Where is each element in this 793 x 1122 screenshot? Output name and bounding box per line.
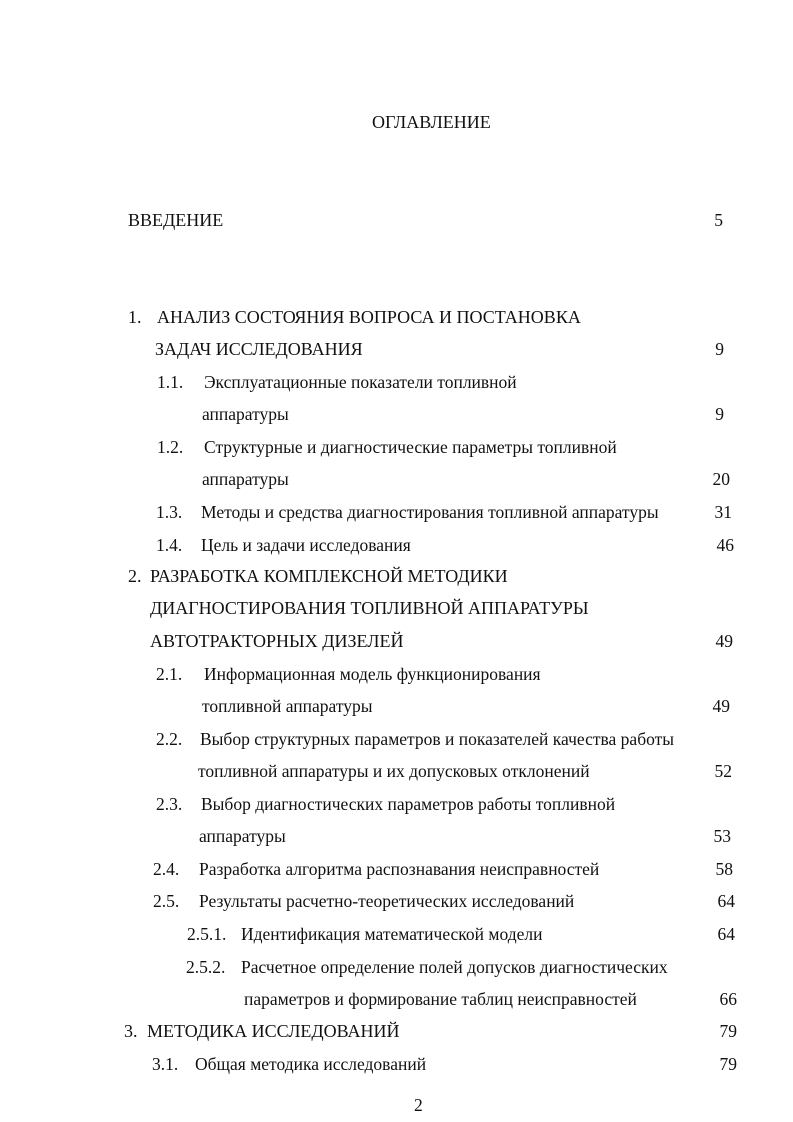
toc-entry-2-1-line-1: Информационная модель функционирования: [204, 664, 541, 684]
toc-entry-3-page: 79: [719, 1021, 737, 1041]
toc-entry-2-3-line-1: Выбор диагностических параметров работы топливной: [201, 794, 616, 814]
toc-entry-3-number: 3.: [124, 1021, 138, 1041]
toc-entry-2-2-line-2: топливной аппаратуры и их допусковых отклонений: [198, 761, 590, 781]
toc-entry-1-number: 1.: [128, 307, 142, 327]
toc-entry-2-2-number: 2.2.: [156, 729, 183, 749]
toc-entry-1-1-page: 9: [715, 404, 724, 424]
toc-entry-2-2-page: 52: [714, 761, 732, 781]
toc-entry-2-4-line-1: Разработка алгоритма распознавания неисправностей: [199, 859, 600, 879]
toc-entry-2-5-2-number: 2.5.2.: [186, 957, 226, 977]
toc-entry-1-2-line-2: аппаратуры: [202, 469, 289, 489]
toc-entry-1-1-line-2: аппаратуры: [202, 404, 289, 424]
toc-entry-2-line-3: АВТОТРАКТОРНЫХ ДИЗЕЛЕЙ: [150, 631, 404, 651]
toc-entry-3-1-number: 3.1.: [152, 1054, 179, 1074]
toc-entry-2-1-line-2: топливной аппаратуры: [202, 696, 373, 716]
toc-entry-3-1-page: 79: [719, 1054, 737, 1074]
toc-entry-2-5-2-line-2: параметров и формирование таблиц неисправностей: [244, 989, 637, 1009]
toc-entry-2-2-line-1: Выбор структурных параметров и показателей качества работы: [200, 729, 675, 749]
toc-entry-1-2-number: 1.2.: [157, 437, 184, 457]
page-number: 2: [414, 1095, 423, 1115]
toc-entry-3-1-line-1: Общая методика исследований: [195, 1054, 427, 1074]
toc-entry-1-2-page: 20: [712, 469, 730, 489]
toc-entry-1-3-page: 31: [714, 502, 732, 522]
toc-entry-1-3-number: 1.3.: [156, 502, 183, 522]
toc-entry-2-3-page: 53: [713, 826, 731, 846]
toc-entry-1-2-line-1: Структурные и диагностические параметры топливной: [204, 437, 617, 457]
toc-entry-2-1-number: 2.1.: [156, 664, 183, 684]
toc-entry-1-4-line-1: Цель и задачи исследования: [201, 535, 411, 555]
toc-entry-1-3-line-1: Методы и средства диагностирования топливной аппаратуры: [201, 502, 659, 522]
toc-entry-intro-page: 5: [714, 210, 723, 230]
toc-entry-2-5-number: 2.5.: [153, 891, 180, 911]
toc-entry-2-3-line-2: аппаратуры: [199, 826, 286, 846]
toc-entry-1-page: 9: [715, 339, 724, 359]
toc-entry-2-5-line-1: Результаты расчетно-теоретических исследований: [199, 891, 575, 911]
toc-entry-1-4-page: 46: [716, 535, 734, 555]
page-title: ОГЛАВЛЕНИЕ: [372, 112, 491, 132]
toc-entry-2-5-2-line-1: Расчетное определение полей допусков диагностических: [241, 957, 668, 977]
toc-entry-2-line-2: ДИАГНОСТИРОВАНИЯ ТОПЛИВНОЙ АППАРАТУРЫ: [150, 598, 589, 618]
toc-entry-1-1-number: 1.1.: [157, 372, 184, 392]
toc-entry-2-5-1-page: 64: [717, 924, 735, 944]
toc-entry-2-4-page: 58: [715, 859, 733, 879]
toc-entry-1-4-number: 1.4.: [156, 535, 183, 555]
toc-entry-2-5-1-line-1: Идентификация математической модели: [241, 924, 543, 944]
toc-entry-intro-label: ВВЕДЕНИЕ: [128, 210, 224, 230]
toc-entry-3-line-1: МЕТОДИКА ИССЛЕДОВАНИЙ: [147, 1021, 400, 1041]
toc-entry-2-4-number: 2.4.: [153, 859, 180, 879]
toc-entry-2-5-page: 64: [717, 891, 735, 911]
toc-entry-1-line-2: ЗАДАЧ ИССЛЕДОВАНИЯ: [155, 339, 363, 359]
toc-entry-2-1-page: 49: [712, 696, 730, 716]
toc-entry-2-number: 2.: [128, 566, 142, 586]
toc-entry-1-1-line-1: Эксплуатационные показатели топливной: [204, 372, 517, 392]
toc-entry-2-5-2-page: 66: [719, 989, 737, 1009]
toc-entry-2-page: 49: [715, 631, 733, 651]
toc-entry-2-5-1-number: 2.5.1.: [187, 924, 227, 944]
toc-entry-2-3-number: 2.3.: [156, 794, 183, 814]
toc-entry-1-line-1: АНАЛИЗ СОСТОЯНИЯ ВОПРОСА И ПОСТАНОВКА: [157, 307, 581, 327]
toc-entry-2-line-1: РАЗРАБОТКА КОМПЛЕКСНОЙ МЕТОДИКИ: [150, 566, 508, 586]
